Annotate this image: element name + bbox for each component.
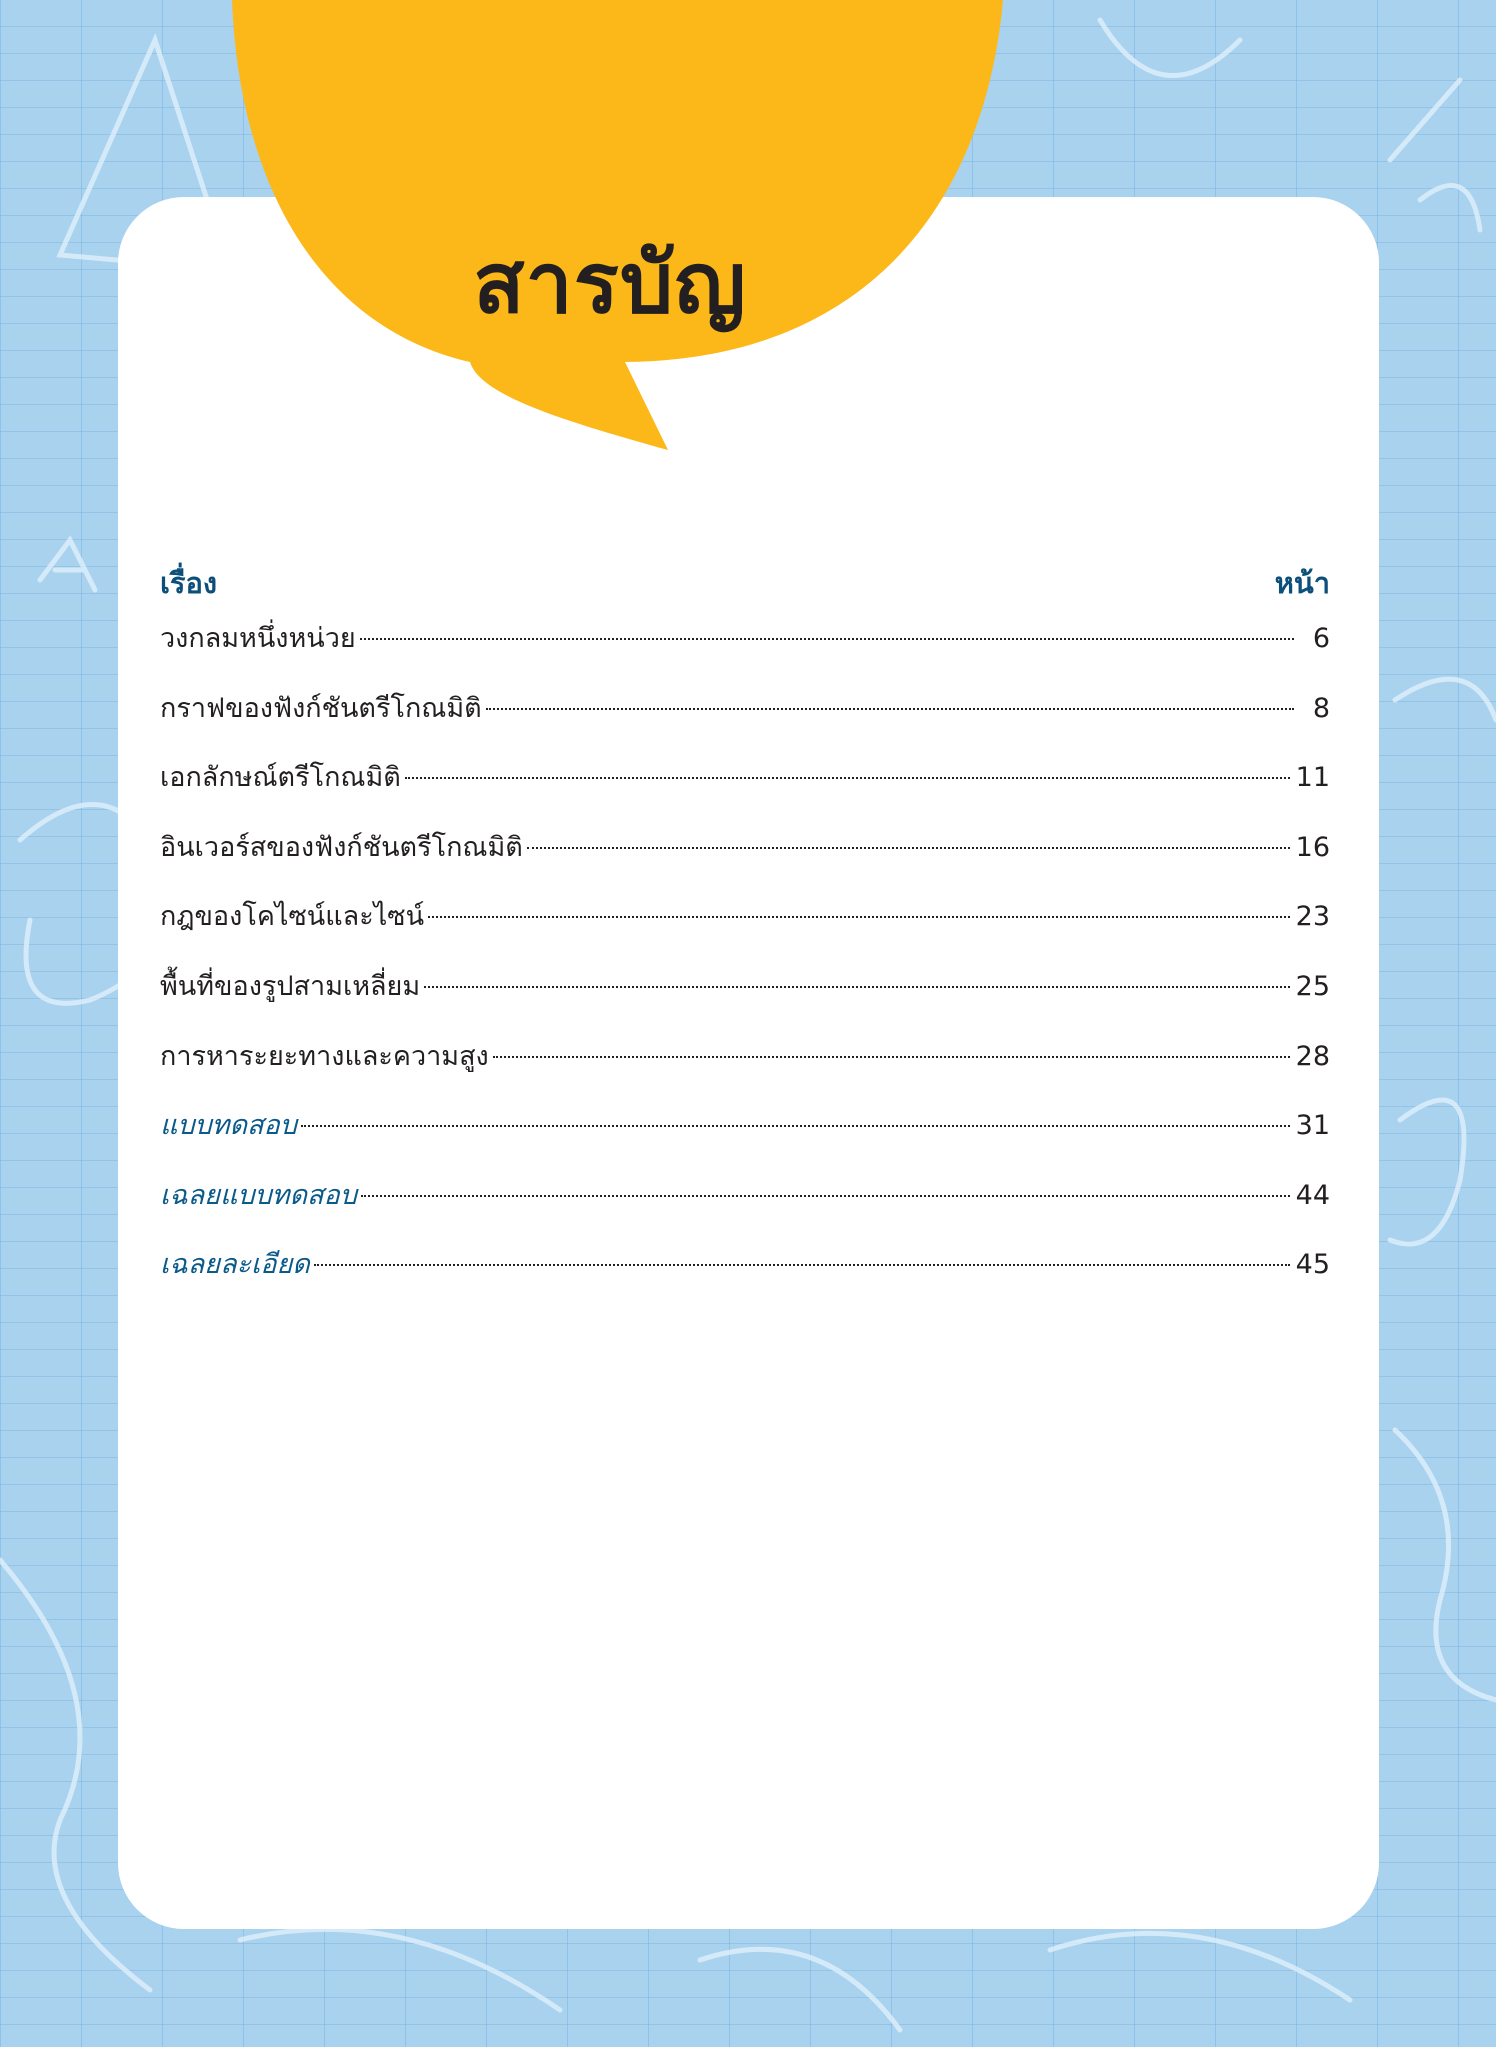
toc-entry-title: กราฟของฟังก์ชันตรีโกณมิติ xyxy=(160,692,482,724)
page-title: สารบัญ xyxy=(473,234,747,333)
toc-entry-page: 25 xyxy=(1295,970,1330,1002)
toc-entry-title: แบบทดสอบ xyxy=(160,1110,297,1142)
toc-entry-page: 31 xyxy=(1295,1110,1330,1142)
toc-entry-solutions[interactable] xyxy=(160,1242,1330,1312)
toc-entry-title: กฎของโคไซน์และไซน์ xyxy=(160,901,425,933)
toc-entry-title: พื้นที่ของรูปสามเหลี่ยม xyxy=(160,970,421,1002)
toc-entry[interactable] xyxy=(160,755,1330,825)
toc-entry-page: 28 xyxy=(1295,1040,1330,1072)
toc-entry[interactable] xyxy=(160,964,1330,1034)
column-topic-label: เรื่อง xyxy=(160,566,218,600)
toc-entry[interactable] xyxy=(160,825,1330,895)
dot-leader xyxy=(301,1125,1290,1127)
dot-leader xyxy=(527,847,1290,849)
toc-entry[interactable] xyxy=(160,1034,1330,1104)
dot-leader xyxy=(424,986,1289,988)
toc-entry-page: 11 xyxy=(1295,762,1330,794)
toc-entry-test[interactable] xyxy=(160,1103,1330,1173)
dot-leader xyxy=(428,916,1290,918)
toc-entry-title: เฉลยแบบทดสอบ xyxy=(160,1179,357,1211)
toc-entry-page: 6 xyxy=(1312,623,1330,654)
dot-leader xyxy=(493,1056,1290,1058)
toc-entry-title: เฉลยละเอียด xyxy=(160,1249,310,1281)
toc-entry-page: 23 xyxy=(1295,901,1330,933)
toc-entry[interactable] xyxy=(160,686,1330,756)
dot-leader xyxy=(486,708,1294,710)
toc-entry-answers[interactable] xyxy=(160,1173,1330,1243)
toc-list xyxy=(160,616,1330,1312)
toc-entry[interactable] xyxy=(160,616,1330,686)
toc-entry-page: 16 xyxy=(1295,831,1330,863)
toc-entry-title: เอกลักษณ์ตรีโกณมิติ xyxy=(160,762,401,794)
toc-entry[interactable] xyxy=(160,894,1330,964)
dot-leader xyxy=(405,777,1290,779)
speech-bubble xyxy=(0,0,1496,460)
toc-entry-title: อินเวอร์สของฟังก์ชันตรีโกณมิติ xyxy=(160,831,523,863)
table-of-contents xyxy=(160,560,1330,1312)
toc-entry-page: 8 xyxy=(1312,692,1330,724)
toc-entry-title: การหาระยะทางและความสูง xyxy=(160,1040,489,1072)
toc-entry-page: 44 xyxy=(1295,1179,1330,1211)
dot-leader xyxy=(360,638,1294,640)
toc-entry-page: 45 xyxy=(1295,1249,1330,1281)
toc-entry-title: วงกลมหนึ่งหน่วย xyxy=(160,623,356,654)
column-page-label: หน้า xyxy=(1274,566,1330,600)
toc-header xyxy=(160,560,1330,616)
dot-leader xyxy=(361,1195,1290,1197)
dot-leader xyxy=(314,1264,1290,1266)
